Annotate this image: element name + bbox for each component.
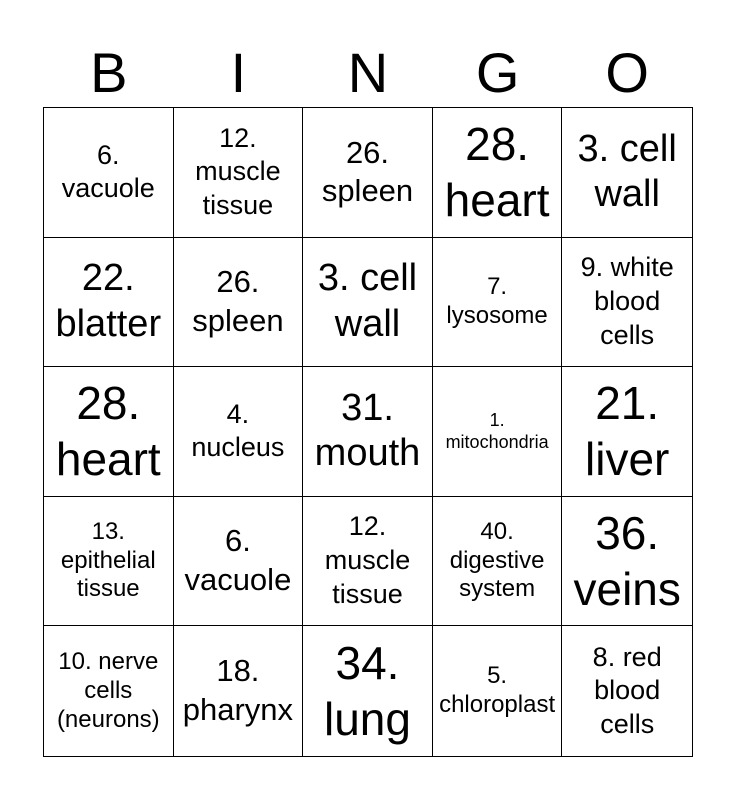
bingo-cell-r4-c2[interactable]	[174, 497, 304, 627]
cell-label: 13. epithelial tissue	[60, 517, 156, 603]
bingo-cell-r2-c4[interactable]	[433, 238, 563, 368]
bingo-cell-r2-c1[interactable]	[44, 238, 174, 368]
bingo-cell-r1-c1[interactable]	[44, 108, 174, 238]
bingo-cell-r2-c5[interactable]	[562, 238, 692, 368]
cell-label: 6. vacuole	[184, 523, 292, 598]
cell-label: 36. veins	[573, 506, 681, 616]
cell-label: 6. vacuole	[61, 139, 155, 204]
cell-label: 28. heart	[444, 118, 550, 227]
bingo-cell-r4-c3[interactable]	[303, 497, 433, 627]
bingo-cell-r1-c5[interactable]	[562, 108, 692, 238]
bingo-cell-r5-c5[interactable]	[562, 626, 692, 756]
bingo-header	[44, 40, 692, 106]
bingo-cell-r5-c4[interactable]	[433, 626, 563, 756]
bingo-cell-r3-c3[interactable]	[303, 367, 433, 497]
cell-label: 3. cell wall	[317, 257, 418, 345]
cell-label: 34. lung	[324, 637, 411, 746]
cell-label: 1. mitochondria	[445, 409, 549, 453]
cell-label: 21. liver	[585, 377, 670, 486]
header-letter-o: O	[605, 41, 649, 104]
bingo-cell-r4-c4[interactable]	[433, 497, 563, 627]
bingo-cell-r5-c1[interactable]	[44, 626, 174, 756]
cell-label: 4. nucleus	[191, 398, 285, 463]
cell-label: 22. blatter	[55, 257, 162, 345]
cell-label: 26. spleen	[192, 264, 284, 338]
cell-label: 26. spleen	[321, 134, 414, 209]
cell-label: 18. pharynx	[182, 653, 294, 728]
cell-label: 3. cell wall	[577, 127, 677, 216]
bingo-cell-r5-c3[interactable]	[303, 626, 433, 756]
cell-label: 7. lysosome	[446, 273, 548, 329]
header-letter-b: B	[90, 41, 128, 104]
header-letter-g: G	[475, 41, 520, 104]
cell-label: 28. heart	[55, 377, 161, 486]
bingo-cell-r5-c2[interactable]	[174, 626, 304, 756]
bingo-cell-r4-c5[interactable]	[562, 497, 692, 627]
bingo-cell-r1-c4[interactable]	[433, 108, 563, 238]
bingo-cell-r2-c2[interactable]	[174, 238, 304, 368]
bingo-card	[43, 107, 693, 757]
header-letter-n: N	[347, 41, 389, 104]
bingo-cell-r1-c3[interactable]	[303, 108, 433, 238]
bingo-cell-r2-c3[interactable]	[303, 238, 433, 368]
bingo-cell-r4-c1[interactable]	[44, 497, 174, 627]
cell-label: 9. white blood cells	[580, 252, 674, 350]
cell-label: 5. chloroplast	[439, 662, 556, 719]
header-letter-i: I	[230, 41, 247, 104]
bingo-cell-r3-c2[interactable]	[174, 367, 304, 497]
cell-label: 31. mouth	[314, 386, 421, 475]
cell-label: 12. muscle tissue	[324, 511, 411, 609]
bingo-cell-r3-c5[interactable]	[562, 367, 692, 497]
cell-label: 12. muscle tissue	[195, 122, 281, 221]
cell-label: 8. red blood cells	[592, 641, 662, 740]
bingo-cell-r1-c2[interactable]	[174, 108, 304, 238]
cell-label: 40. digestive system	[449, 517, 545, 603]
bingo-cell-r3-c1[interactable]	[44, 367, 174, 497]
cell-label: 10. nerve cells (neurons)	[56, 648, 160, 733]
bingo-cell-r3-c4[interactable]	[433, 367, 563, 497]
